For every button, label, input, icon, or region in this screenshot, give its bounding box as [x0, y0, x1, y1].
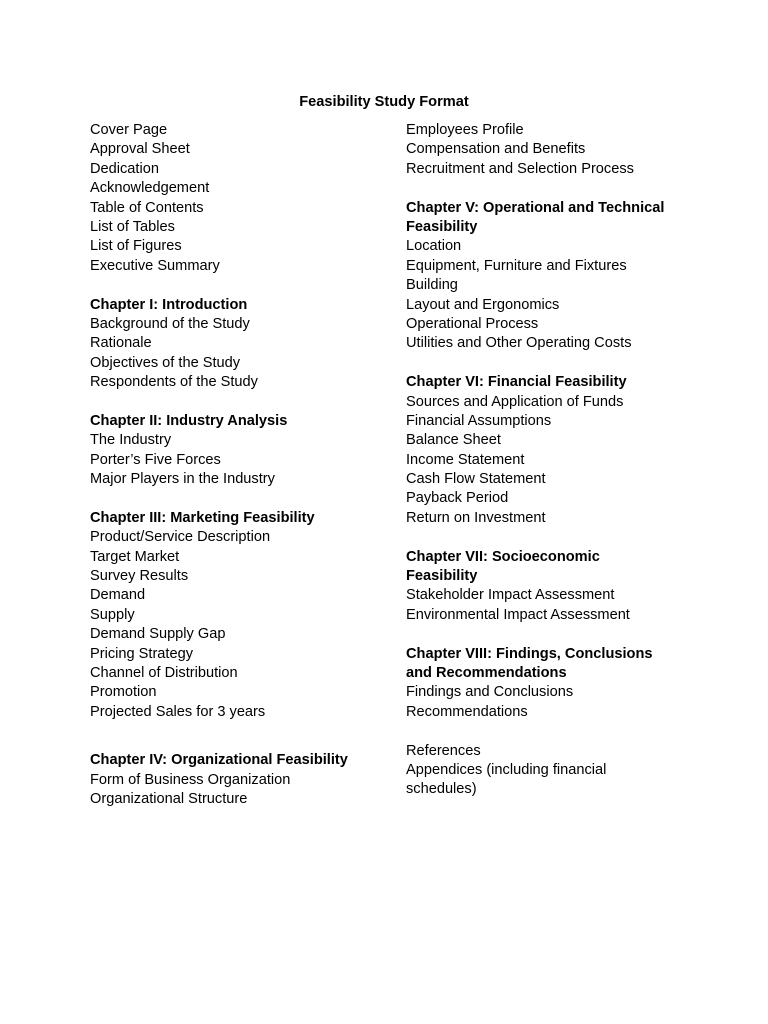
right-column: [406, 121, 696, 800]
list-item: Supply: [90, 606, 135, 623]
list-item: Equipment, Furniture and Fixtures: [406, 257, 627, 274]
spacer: [406, 179, 696, 198]
chapter-heading: Chapter I: Introduction: [90, 296, 248, 313]
chapter-heading: Chapter VI: Financial Feasibility: [406, 374, 627, 391]
spacer: [406, 722, 696, 741]
list-item: Recommendations: [406, 703, 528, 720]
chapter-heading: Chapter III: Marketing Feasibility: [90, 509, 315, 526]
list-item: Compensation and Benefits: [406, 141, 586, 158]
list-item: Environmental Impact Assessment: [406, 606, 630, 623]
list-item: Respondents of the Study: [90, 374, 258, 391]
list-item: List of Tables: [90, 218, 175, 235]
spacer: [90, 489, 390, 508]
list-item: Utilities and Other Operating Costs: [406, 335, 632, 352]
list-item: Demand: [90, 587, 146, 604]
list-item: Survey Results: [90, 567, 189, 584]
list-item: Approval Sheet: [90, 141, 190, 158]
list-item: Return on Investment: [406, 509, 546, 526]
list-item: List of Figures: [90, 238, 182, 255]
spacer: [406, 528, 696, 547]
list-item: Major Players in the Industry: [90, 471, 275, 488]
spacer: [406, 354, 696, 373]
list-item: Product/Service Description: [90, 529, 271, 546]
list-item: Operational Process: [406, 315, 539, 332]
list-item: Recruitment and Selection Process: [406, 160, 634, 177]
list-item: Financial Assumptions: [406, 412, 552, 429]
document-title: Feasibility Study Format: [299, 94, 469, 110]
list-item: Porter’s Five Forces: [90, 451, 221, 468]
chapter-4-section: [90, 751, 390, 809]
list-item: Organizational Structure: [90, 790, 248, 807]
list-item: Cover Page: [90, 122, 168, 138]
list-item: Target Market: [90, 548, 180, 565]
chapter-6-section: [406, 373, 696, 528]
list-item: Demand Supply Gap: [90, 626, 226, 643]
list-item: Employees Profile: [406, 122, 524, 138]
list-item: Sources and Application of Funds: [406, 393, 624, 410]
list-item: Income Statement: [406, 451, 525, 468]
chapter-heading: Chapter VII: Socioeconomic Feasibility: [406, 548, 600, 585]
list-item: Acknowledgement: [90, 180, 210, 197]
list-item: Promotion: [90, 684, 157, 701]
front-matter-list: [90, 121, 390, 276]
list-item: Channel of Distribution: [90, 664, 238, 681]
list-item: Form of Business Organization: [90, 771, 291, 788]
list-item: The Industry: [90, 432, 172, 449]
list-item: Payback Period: [406, 490, 509, 507]
chapter-heading: Chapter IV: Organizational Feasibility: [90, 752, 348, 769]
list-item: Rationale: [90, 335, 152, 352]
chapter-2-section: [90, 412, 390, 490]
list-item: References: [406, 742, 481, 759]
spacer: [90, 722, 390, 751]
chapter-3-section: [90, 509, 390, 722]
list-item: Cash Flow Statement: [406, 471, 546, 488]
list-item: Findings and Conclusions: [406, 684, 574, 701]
chapter-heading: Chapter II: Industry Analysis: [90, 412, 288, 429]
list-item: Stakeholder Impact Assessment: [406, 587, 615, 604]
left-column: [90, 121, 390, 809]
spacer: [406, 625, 696, 644]
list-item: Background of the Study: [90, 315, 250, 332]
list-item: Building: [406, 277, 458, 294]
list-item: Objectives of the Study: [90, 354, 241, 371]
back-matter-list: [406, 742, 696, 800]
list-item: Projected Sales for 3 years: [90, 703, 266, 720]
chapter-1-section: [90, 296, 390, 393]
chapter-5-section: [406, 199, 696, 354]
list-item: Balance Sheet: [406, 432, 501, 449]
list-item: Table of Contents: [90, 199, 204, 216]
list-item: Executive Summary: [90, 257, 220, 274]
list-item: Location: [406, 238, 462, 255]
chapter-4-continued-list: [406, 121, 696, 179]
list-item: Layout and Ergonomics: [406, 296, 560, 313]
list-item: Dedication: [90, 160, 159, 177]
list-item: Appendices (including financial schedules): [406, 761, 607, 798]
spacer: [90, 276, 390, 295]
chapter-8-section: [406, 645, 696, 723]
chapter-7-section: [406, 548, 696, 626]
list-item: Pricing Strategy: [90, 645, 194, 662]
chapter-heading: Chapter VIII: Findings, Conclusions and Recommendations: [406, 645, 653, 682]
chapter-heading: Chapter V: Operational and Technical Feasibility: [406, 199, 665, 235]
spacer: [90, 392, 390, 411]
